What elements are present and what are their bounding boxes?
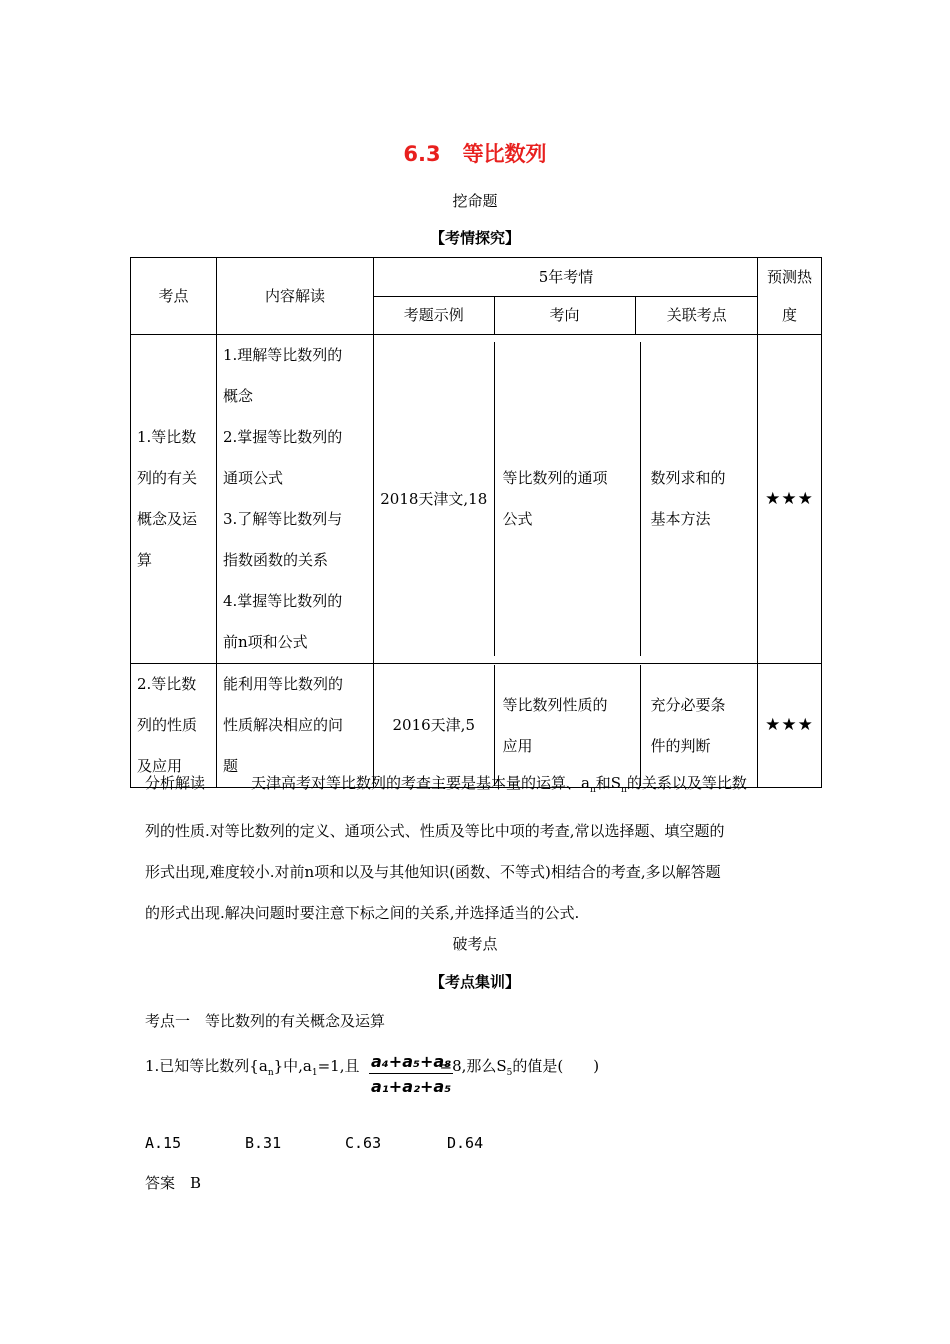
row1-example: 2018天津文,18 <box>374 342 494 656</box>
subscript: 5 <box>506 1068 513 1078</box>
header-related: 关联考点 <box>666 306 727 325</box>
row2-neirong-line: 题 <box>223 757 239 775</box>
analysis-paragraph <box>145 763 810 934</box>
row1-neirong-line: 通项公式 <box>223 469 284 487</box>
row1-kaodian <box>131 335 217 664</box>
title-number: 6.3 <box>403 142 441 166</box>
row1-heat-stars: ★★★ <box>758 335 822 664</box>
section-heading-pokaodian: 破考点 <box>452 935 498 953</box>
analysis-line: 列的性质.对等比数列的定义、通项公式、性质及等比中项的考查,常以选择题、填空题的 <box>145 822 725 840</box>
table-row <box>131 335 822 664</box>
row1-neirong <box>217 335 374 664</box>
subscript: n <box>621 785 627 795</box>
header-yuce-line2: 度 <box>781 306 797 324</box>
row2-neirong-line: 能利用等比数列的 <box>223 675 344 693</box>
row1-kaodian-line: 列的有关 <box>137 469 198 487</box>
row1-neirong-line: 指数函数的关系 <box>223 551 329 569</box>
header-yuce-line1: 预测热 <box>766 268 812 286</box>
row2-kaodian-line: 2.等比数 <box>137 675 197 693</box>
row1-direction-line: 等比数列的通项 <box>502 469 608 487</box>
header-kaodian: 考点 <box>131 258 217 335</box>
row1-kaodian-line: 算 <box>137 551 153 569</box>
row1-neirong-line: 3.了解等比数列与 <box>223 510 343 528</box>
subheading-jixun: 【考点集训】 <box>429 973 520 991</box>
row1-neirong-line: 前n项和公式 <box>223 633 308 651</box>
row2-direction-line: 等比数列性质的 <box>502 695 608 714</box>
row1-direction-line: 公式 <box>502 510 533 528</box>
question-text: 的值是( ) <box>512 1057 600 1075</box>
exam-table <box>130 257 822 788</box>
subheading-kaoqing: 【考情探究】 <box>429 229 520 247</box>
row2-kaodian-line: 列的性质 <box>137 716 198 734</box>
question-text: 1.已知等比数列{a <box>145 1057 268 1075</box>
title-text: 等比数列 <box>462 142 547 166</box>
question-text: =8,那么S <box>439 1057 507 1075</box>
row2-direction-line: 应用 <box>502 736 533 755</box>
row1-neirong-line: 1.理解等比数列的 <box>223 346 343 364</box>
header-example: 考题示例 <box>374 296 494 334</box>
analysis-text: 天津高考对等比数列的考查主要是基本量的运算、a <box>251 774 590 792</box>
row2-neirong-line: 性质解决相应的问 <box>223 716 344 734</box>
option-b: B.31 <box>245 1134 282 1152</box>
header-5year: 5年考情 <box>374 258 758 296</box>
analysis-line <box>145 763 810 811</box>
row1-direction <box>494 342 640 656</box>
section-heading-wamingti: 挖命题 <box>452 192 498 210</box>
option-c: C.63 <box>345 1134 382 1152</box>
row1-related <box>640 342 758 656</box>
analysis-text: 的关系以及等比数 <box>626 774 747 792</box>
analysis-line: 的形式出现.解决问题时要注意下标之间的关系,并选择适当的公式. <box>145 904 580 922</box>
subscript: n <box>267 1068 274 1078</box>
header-neirong: 内容解读 <box>217 258 374 335</box>
row2-related-line: 件的判断 <box>650 736 711 755</box>
row1-neirong-line: 2.掌握等比数列的 <box>223 428 343 446</box>
question-text: }中,a <box>273 1057 312 1075</box>
fraction-expression <box>369 1052 453 1096</box>
analysis-label: 分析解读 <box>145 774 206 792</box>
header-5year-group <box>374 258 758 335</box>
fraction-numerator: a₄+a₅+a₈ <box>369 1052 453 1074</box>
row1-kaodian-line: 1.等比数 <box>137 428 197 446</box>
row2-heat-stars: ★★★ <box>758 664 822 788</box>
subscript: 1 <box>311 1068 318 1078</box>
row1-related-line: 基本方法 <box>650 510 711 528</box>
answer-text: 答案 B <box>145 1174 202 1192</box>
row1-related-line: 数列求和的 <box>650 469 726 487</box>
row2-related-line: 充分必要条 <box>650 695 726 714</box>
header-direction: 考向 <box>494 296 635 334</box>
row1-neirong-line: 概念 <box>223 387 254 405</box>
analysis-text: 和S <box>595 774 622 792</box>
page-title <box>0 138 950 168</box>
option-d: D.64 <box>447 1134 484 1152</box>
option-a: A.15 <box>145 1134 182 1152</box>
row2-example: 2016天津,5 <box>374 665 494 786</box>
row2-kaodian-line: 及应用 <box>137 757 183 775</box>
subscript: n <box>589 785 596 795</box>
header-yuce <box>758 258 822 335</box>
question-text: =1,且 <box>317 1057 360 1075</box>
row1-5year <box>374 335 758 664</box>
answer-options <box>145 1134 483 1152</box>
kaodian-heading: 考点一 等比数列的有关概念及运算 <box>145 1012 386 1030</box>
fraction-denominator: a₁+a₂+a₅ <box>371 1077 452 1096</box>
row1-kaodian-line: 概念及运 <box>137 510 198 528</box>
row1-neirong-line: 4.掌握等比数列的 <box>223 592 343 610</box>
analysis-line: 形式出现,难度较小.对前n项和以及与其他知识(函数、不等式)相结合的考查,多以解答题 <box>145 863 721 881</box>
